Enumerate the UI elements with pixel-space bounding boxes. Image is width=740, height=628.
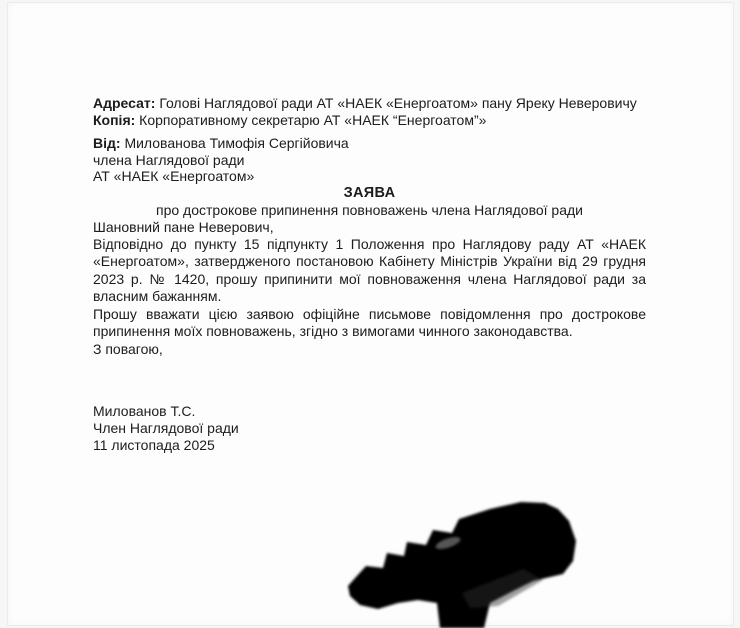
addressee-text: Голові Наглядової ради АТ «НАЕК «Енергоатом» пану Яреку Неверовичу [159,95,637,111]
from-line [93,135,646,152]
valediction: З повагою, [93,340,163,357]
salutation: Шановний пане Неверович, [93,218,274,235]
body-paragraph-2: Прошу вважати цією заявою офіційне письмове повідомлення про дострокове припинення моїх повноважень, згідно з вимогами чинного законодавства. [93,305,646,339]
from-name: Милованова Тимофія Сергійовича [124,135,349,151]
date-line: 11 листопада 2025 [93,436,215,453]
body-paragraph-1: Відповідно до пункту 15 підпункту 1 Положення про Наглядову раду АТ «НАЕК «Енергоатом», затвердженого постановою Кабінету Міністрів України від 29 грудня 2023 р. № 1420, прошу припинити мої повноваження члена Наглядової ради за власним бажанням. [93,235,646,304]
copy-line [93,112,646,129]
from-block [93,135,646,185]
from-position: члена Наглядової ради [93,151,245,168]
signer-title: Член Наглядової ради [93,419,239,436]
address-block [93,95,646,128]
copy-label: Копія: [93,111,136,128]
signer-block [93,403,646,437]
addressee-label: Адресат: [93,95,156,111]
document-subtitle: про дострокове припинення повноважень члена Наглядової ради [156,201,583,218]
from-company: АТ «НАЕК «Енергоатом» [93,168,255,184]
document-title: ЗАЯВА [343,184,396,201]
copy-text: Корпоративному секретарю АТ «НАЕК “Енергоатом”» [139,111,487,128]
signer-name: Милованов Т.С. [93,402,196,419]
letter-content [93,95,646,454]
addressee-line [93,95,646,112]
from-label: Від: [93,135,121,151]
